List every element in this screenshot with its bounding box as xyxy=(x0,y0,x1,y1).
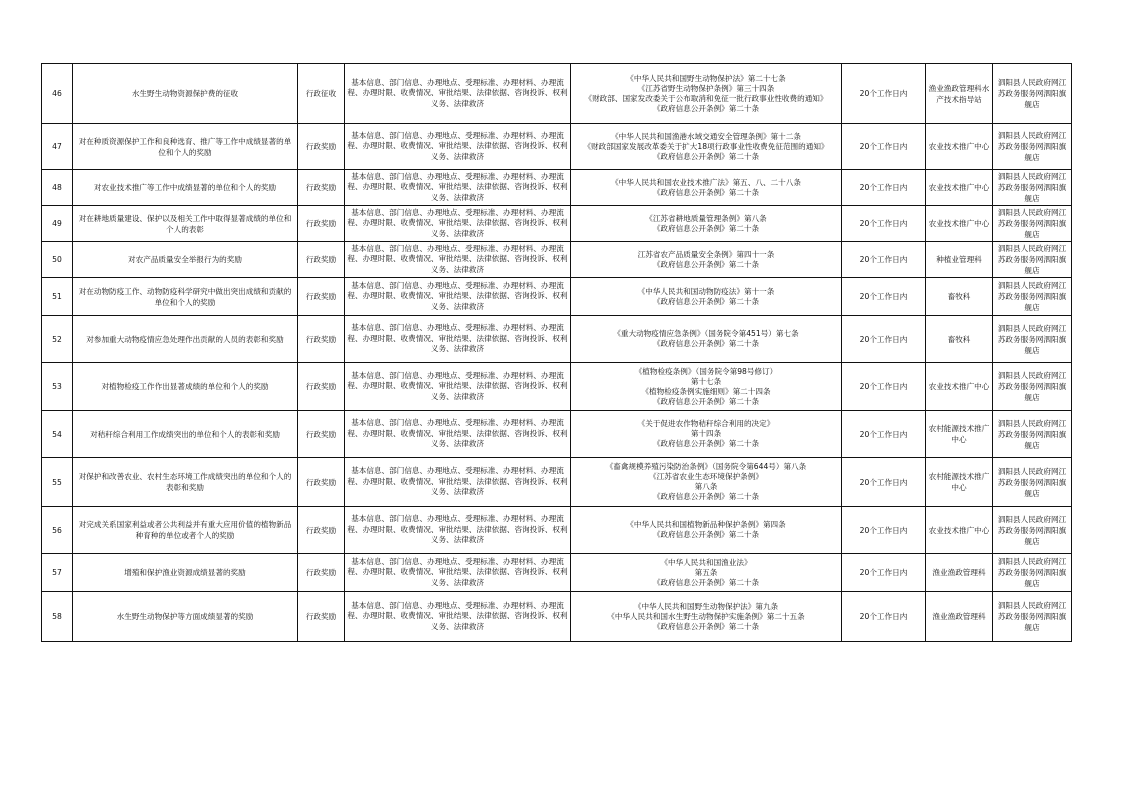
cell-channel: 泗阳县人民政府网江苏政务服务网泗阳旗舰店 xyxy=(993,278,1072,316)
cell-number: 52 xyxy=(42,316,73,363)
cell-channel: 泗阳县人民政府网江苏政务服务网泗阳旗舰店 xyxy=(993,592,1072,642)
legal-basis-line: 《政府信息公开条例》第二十条 xyxy=(652,339,760,348)
legal-basis-line: 《中华人民共和国水生野生动物保护实施条例》第二十五条 xyxy=(607,611,805,621)
cell-department: 种植业管理科 xyxy=(926,242,993,278)
cell-item-name: 对完成关系国家利益或者公共利益并有重大应用价值的植物新品种育种的单位或者个人的奖励 xyxy=(73,507,298,554)
cell-category: 行政奖励 xyxy=(298,124,345,170)
legal-basis-line: 《财政部、国家发改委关于公布取消和免征一批行政事业性收费的通知》 xyxy=(584,93,828,103)
legal-basis-line: 《政府信息公开条例》第二十条 xyxy=(652,621,760,631)
cell-time-limit: 20个工作日内 xyxy=(842,242,926,278)
legal-basis-line: 《中华人民共和国渔港水域交通安全管理条例》第十二条 xyxy=(611,131,801,141)
cell-number: 49 xyxy=(42,206,73,242)
table-row xyxy=(42,363,1072,411)
cell-number: 50 xyxy=(42,242,73,278)
cell-legal-basis xyxy=(571,170,842,206)
cell-department: 农村能源技术推广中心 xyxy=(926,458,993,507)
table-row xyxy=(42,64,1072,124)
legal-basis-line: 《江苏省野生动物保护条例》第三十四条 xyxy=(637,83,775,93)
cell-item-name: 对在种质资源保护工作和良种选育、推广等工作中成绩显著的单位和个人的奖励 xyxy=(73,124,298,170)
legal-basis-line: 《政府信息公开条例》第二十条 xyxy=(652,296,760,306)
cell-time-limit: 20个工作日内 xyxy=(842,507,926,554)
cell-time-limit: 20个工作日内 xyxy=(842,278,926,316)
cell-disclosure-content: 基本信息、部门信息、办理地点、受理标准、办理材料、办理流程、办理时限、收费情况、审批结果、法律依据、咨询投诉、权利义务、法律救济 xyxy=(345,458,571,507)
cell-department: 农业技术推广中心 xyxy=(926,124,993,170)
cell-channel: 泗阳县人民政府网江苏政务服务网泗阳旗舰店 xyxy=(993,507,1072,554)
legal-basis-line: 第五条 xyxy=(694,567,718,577)
cell-item-name: 水生野生动物保护等方面成绩显著的奖励 xyxy=(73,592,298,642)
cell-legal-basis xyxy=(571,363,842,411)
cell-channel: 泗阳县人民政府网江苏政务服务网泗阳旗舰店 xyxy=(993,411,1072,458)
legal-basis-line: 《政府信息公开条例》第二十条 xyxy=(652,396,760,406)
cell-number: 58 xyxy=(42,592,73,642)
cell-item-name: 增殖和保护渔业资源成绩显著的奖励 xyxy=(73,554,298,592)
cell-time-limit: 20个工作日内 xyxy=(842,458,926,507)
legal-basis-line: 《关于促进农作物秸秆综合利用的决定》 xyxy=(637,419,775,428)
legal-basis-line: 《政府信息公开条例》第二十条 xyxy=(652,223,760,233)
cell-disclosure-content: 基本信息、部门信息、办理地点、受理标准、办理材料、办理流程、办理时限、收费情况、审批结果、法律依据、咨询投诉、权利义务、法律救济 xyxy=(345,64,571,124)
cell-disclosure-content: 基本信息、部门信息、办理地点、受理标准、办理材料、办理流程、办理时限、收费情况、审批结果、法律依据、咨询投诉、权利义务、法律救济 xyxy=(345,170,571,206)
cell-channel: 泗阳县人民政府网江苏政务服务网泗阳旗舰店 xyxy=(993,170,1072,206)
cell-legal-basis xyxy=(571,458,842,507)
table-row xyxy=(42,124,1072,170)
cell-item-name: 对参加重大动物疫情应急处理作出贡献的人员的表彰和奖励 xyxy=(73,316,298,363)
cell-disclosure-content: 基本信息、部门信息、办理地点、受理标准、办理材料、办理流程、办理时限、收费情况、审批结果、法律依据、咨询投诉、权利义务、法律救济 xyxy=(345,278,571,316)
cell-legal-basis xyxy=(571,242,842,278)
cell-item-name: 水生野生动物资源保护费的征收 xyxy=(73,64,298,124)
cell-number: 53 xyxy=(42,363,73,411)
legal-basis-line: 《政府信息公开条例》第二十条 xyxy=(652,259,760,269)
cell-item-name: 对保护和改善农业、农村生态环境工作成绩突出的单位和个人的表彰和奖励 xyxy=(73,458,298,507)
cell-department: 畜牧科 xyxy=(926,316,993,363)
table-row xyxy=(42,411,1072,458)
cell-category: 行政奖励 xyxy=(298,206,345,242)
cell-time-limit: 20个工作日内 xyxy=(842,206,926,242)
cell-legal-basis xyxy=(571,278,842,316)
cell-number: 57 xyxy=(42,554,73,592)
cell-legal-basis xyxy=(571,316,842,363)
cell-department: 畜牧科 xyxy=(926,278,993,316)
legal-basis-line: 《中华人民共和国野生动物保护法》第九条 xyxy=(633,601,779,611)
cell-channel: 泗阳县人民政府网江苏政务服务网泗阳旗舰店 xyxy=(993,242,1072,278)
cell-category: 行政奖励 xyxy=(298,458,345,507)
cell-department: 农村能源技术推广中心 xyxy=(926,411,993,458)
cell-item-name: 对植物检疫工作作出显著成绩的单位和个人的奖励 xyxy=(73,363,298,411)
cell-time-limit: 20个工作日内 xyxy=(842,64,926,124)
cell-channel: 泗阳县人民政府网江苏政务服务网泗阳旗舰店 xyxy=(993,206,1072,242)
cell-time-limit: 20个工作日内 xyxy=(842,170,926,206)
legal-basis-line: 《中华人民共和国农业技术推广法》第五、八、二十八条 xyxy=(611,177,801,187)
disclosure-table xyxy=(41,63,1072,642)
legal-basis-line: 《政府信息公开条例》第二十条 xyxy=(652,103,760,113)
cell-department: 渔业渔政管理科 xyxy=(926,554,993,592)
legal-basis-line: 《畜禽规模养殖污染防治条例》（国务院令第644号）第八条 xyxy=(605,462,807,471)
cell-time-limit: 20个工作日内 xyxy=(842,124,926,170)
cell-time-limit: 20个工作日内 xyxy=(842,363,926,411)
cell-legal-basis xyxy=(571,507,842,554)
cell-disclosure-content: 基本信息、部门信息、办理地点、受理标准、办理材料、办理流程、办理时限、收费情况、审批结果、法律依据、咨询投诉、权利义务、法律救济 xyxy=(345,554,571,592)
cell-legal-basis xyxy=(571,64,842,124)
cell-number: 47 xyxy=(42,124,73,170)
cell-item-name: 对秸秆综合利用工作成绩突出的单位和个人的表彰和奖励 xyxy=(73,411,298,458)
legal-basis-line: 《江苏省耕地质量管理条例》第八条 xyxy=(645,213,767,223)
legal-basis-line: 《政府信息公开条例》第二十条 xyxy=(652,492,760,501)
cell-department: 农业技术推广中心 xyxy=(926,507,993,554)
cell-category: 行政奖励 xyxy=(298,411,345,458)
cell-disclosure-content: 基本信息、部门信息、办理地点、受理标准、办理材料、办理流程、办理时限、收费情况、审批结果、法律依据、咨询投诉、权利义务、法律救济 xyxy=(345,363,571,411)
cell-category: 行政征收 xyxy=(298,64,345,124)
cell-disclosure-content: 基本信息、部门信息、办理地点、受理标准、办理材料、办理流程、办理时限、收费情况、审批结果、法律依据、咨询投诉、权利义务、法律救济 xyxy=(345,206,571,242)
table-row xyxy=(42,242,1072,278)
cell-number: 55 xyxy=(42,458,73,507)
cell-category: 行政奖励 xyxy=(298,316,345,363)
legal-basis-line: 江苏省农产品质量安全条例》第四十一条 xyxy=(637,249,775,259)
legal-basis-line: 《政府信息公开条例》第二十条 xyxy=(652,577,760,587)
cell-legal-basis xyxy=(571,592,842,642)
cell-number: 46 xyxy=(42,64,73,124)
cell-channel: 泗阳县人民政府网江苏政务服务网泗阳旗舰店 xyxy=(993,458,1072,507)
cell-department: 农业技术推广中心 xyxy=(926,206,993,242)
cell-time-limit: 20个工作日内 xyxy=(842,592,926,642)
legal-basis-line: 《政府信息公开条例》第二十条 xyxy=(652,439,760,448)
cell-category: 行政奖励 xyxy=(298,170,345,206)
cell-disclosure-content: 基本信息、部门信息、办理地点、受理标准、办理材料、办理流程、办理时限、收费情况、审批结果、法律依据、咨询投诉、权利义务、法律救济 xyxy=(345,507,571,554)
cell-legal-basis xyxy=(571,206,842,242)
table-row xyxy=(42,316,1072,363)
cell-category: 行政奖励 xyxy=(298,363,345,411)
legal-basis-line: 《重大动物疫情应急条例》（国务院令第451号）第七条 xyxy=(613,329,799,338)
cell-disclosure-content: 基本信息、部门信息、办理地点、受理标准、办理材料、办理流程、办理时限、收费情况、审批结果、法律依据、咨询投诉、权利义务、法律救济 xyxy=(345,411,571,458)
cell-channel: 泗阳县人民政府网江苏政务服务网泗阳旗舰店 xyxy=(993,124,1072,170)
table-row xyxy=(42,507,1072,554)
cell-legal-basis xyxy=(571,124,842,170)
cell-time-limit: 20个工作日内 xyxy=(842,411,926,458)
table-row xyxy=(42,170,1072,206)
cell-number: 48 xyxy=(42,170,73,206)
cell-disclosure-content: 基本信息、部门信息、办理地点、受理标准、办理材料、办理流程、办理时限、收费情况、审批结果、法律依据、咨询投诉、权利义务、法律救济 xyxy=(345,592,571,642)
legal-basis-line: 《政府信息公开条例》第二十条 xyxy=(652,530,760,539)
cell-time-limit: 20个工作日内 xyxy=(842,554,926,592)
table-row xyxy=(42,206,1072,242)
cell-item-name: 对农业技术推广等工作中成绩显著的单位和个人的奖励 xyxy=(73,170,298,206)
legal-basis-line: 《中华人民共和国动物防疫法》第十一条 xyxy=(637,286,775,296)
cell-disclosure-content: 基本信息、部门信息、办理地点、受理标准、办理材料、办理流程、办理时限、收费情况、审批结果、法律依据、咨询投诉、权利义务、法律救济 xyxy=(345,124,571,170)
cell-item-name: 对农产品质量安全举报行为的奖励 xyxy=(73,242,298,278)
cell-category: 行政奖励 xyxy=(298,554,345,592)
cell-department: 渔业渔政管理科 xyxy=(926,592,993,642)
cell-channel: 泗阳县人民政府网江苏政务服务网泗阳旗舰店 xyxy=(993,316,1072,363)
cell-legal-basis xyxy=(571,411,842,458)
cell-department: 农业技术推广中心 xyxy=(926,363,993,411)
legal-basis-line: 第八条 xyxy=(694,482,718,491)
legal-basis-line: 第十四条 xyxy=(690,429,722,438)
cell-channel: 泗阳县人民政府网江苏政务服务网泗阳旗舰店 xyxy=(993,363,1072,411)
legal-basis-line: 《植物检疫条例实施细则》第二十四条 xyxy=(641,386,771,396)
table-row xyxy=(42,554,1072,592)
cell-time-limit: 20个工作日内 xyxy=(842,316,926,363)
cell-number: 51 xyxy=(42,278,73,316)
legal-basis-line: 《中华人民共和国渔业法》 xyxy=(660,557,752,567)
table-row xyxy=(42,458,1072,507)
cell-number: 56 xyxy=(42,507,73,554)
table-body xyxy=(42,64,1072,642)
cell-category: 行政奖励 xyxy=(298,278,345,316)
cell-legal-basis xyxy=(571,554,842,592)
cell-category: 行政奖励 xyxy=(298,592,345,642)
cell-disclosure-content: 基本信息、部门信息、办理地点、受理标准、办理材料、办理流程、办理时限、收费情况、审批结果、法律依据、咨询投诉、权利义务、法律救济 xyxy=(345,316,571,363)
cell-item-name: 对在耕地质量建设、保护以及相关工作中取得显著成绩的单位和个人的表彰 xyxy=(73,206,298,242)
cell-channel: 泗阳县人民政府网江苏政务服务网泗阳旗舰店 xyxy=(993,554,1072,592)
legal-basis-line: 《植物检疫条例》（国务院令第98号修订） xyxy=(634,366,778,376)
cell-number: 54 xyxy=(42,411,73,458)
cell-category: 行政奖励 xyxy=(298,507,345,554)
legal-basis-line: 《政府信息公开条例》第二十条 xyxy=(652,151,760,161)
table-row xyxy=(42,592,1072,642)
cell-channel: 泗阳县人民政府网江苏政务服务网泗阳旗舰店 xyxy=(993,64,1072,124)
table-row xyxy=(42,278,1072,316)
cell-item-name: 对在动物防疫工作、动物防疫科学研究中做出突出成绩和贡献的单位和个人的奖励 xyxy=(73,278,298,316)
legal-basis-line: 《财政部国家发展改革委关于扩大18项行政事业性收费免征范围的通知》 xyxy=(583,141,829,151)
legal-basis-line: 《中华人民共和国植物新品种保护条例》第四条 xyxy=(626,520,786,529)
cell-department: 农业技术推广中心 xyxy=(926,170,993,206)
legal-basis-line: 《政府信息公开条例》第二十条 xyxy=(652,187,760,197)
legal-basis-line: 《江苏省农业生态环境保护条例》 xyxy=(649,472,763,481)
legal-basis-line: 《中华人民共和国野生动物保护法》第二十七条 xyxy=(626,73,786,83)
cell-category: 行政奖励 xyxy=(298,242,345,278)
legal-basis-line: 第十七条 xyxy=(690,376,722,386)
cell-disclosure-content: 基本信息、部门信息、办理地点、受理标准、办理材料、办理流程、办理时限、收费情况、审批结果、法律依据、咨询投诉、权利义务、法律救济 xyxy=(345,242,571,278)
cell-department: 渔业渔政管理科水产技术指导站 xyxy=(926,64,993,124)
